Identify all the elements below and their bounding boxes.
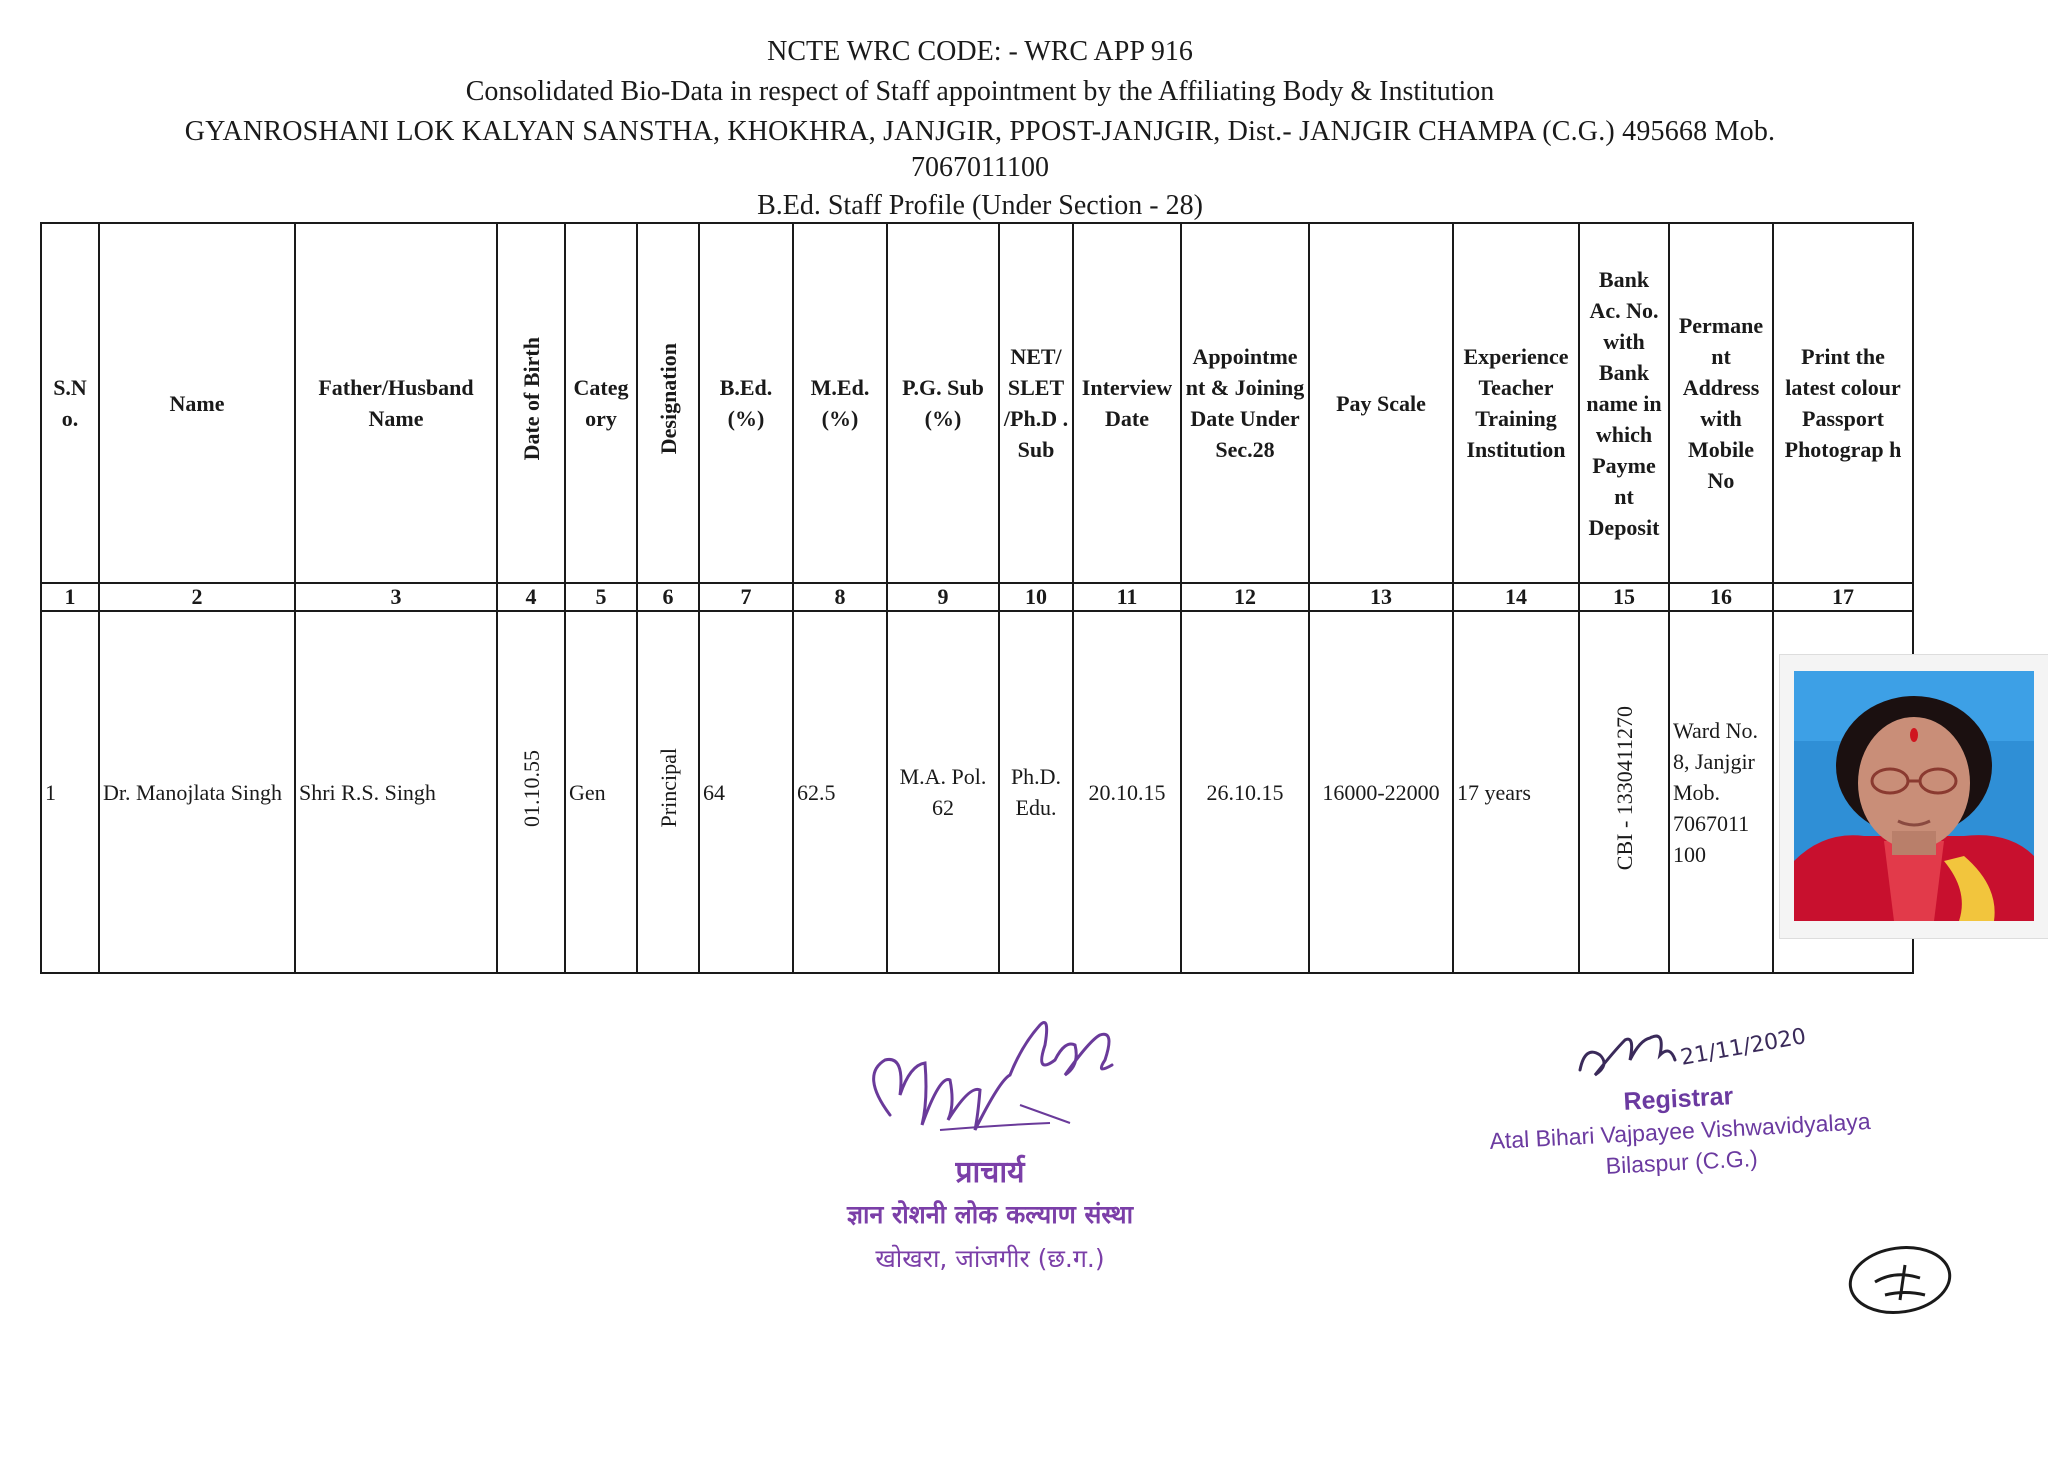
col-number: 8 bbox=[793, 583, 887, 611]
col-header-photo: Print the latest colour Passport Photograp h bbox=[1773, 223, 1913, 583]
col-header-net: NET/ SLET /Ph.D . Sub bbox=[999, 223, 1073, 583]
cell-category: Gen bbox=[565, 611, 637, 973]
cell-pay-scale: 16000-22000 bbox=[1309, 611, 1453, 973]
column-number-row bbox=[41, 583, 1913, 611]
col-number: 9 bbox=[887, 583, 999, 611]
col-number: 1 bbox=[41, 583, 99, 611]
cell-experience: 17 years bbox=[1453, 611, 1579, 973]
passport-photo-image bbox=[1794, 671, 2034, 921]
cell-dob-text: 01.10.55 bbox=[518, 749, 544, 827]
cell-bank bbox=[1579, 611, 1669, 973]
institution-mobile: 7067011100 bbox=[911, 152, 1049, 183]
col-header-med: M.Ed. (%) bbox=[793, 223, 887, 583]
registrar-org: Atal Bihari Vajpayee Vishwavidyalaya bbox=[1488, 1108, 1872, 1154]
col-header-bank: Bank Ac. No. with Bank name in which Payme nt Deposit bbox=[1579, 223, 1669, 583]
col-number: 11 bbox=[1073, 583, 1181, 611]
cell-dob bbox=[497, 611, 565, 973]
institution-address: GYANROSHANI LOK KALYAN SANSTHA, KHOKHRA, JANJGIR, PPOST-JANJGIR, Dist.- JANJGIR CHAMPA (C.G.) 495668 Mob. bbox=[184, 116, 1776, 147]
staff-profile-table bbox=[40, 222, 1914, 974]
col-header-category: Categ ory bbox=[565, 223, 637, 583]
col-number: 7 bbox=[699, 583, 793, 611]
principal-place: खोखरा, जांजगीर (छ.ग.) bbox=[875, 1244, 1105, 1273]
cell-net: Ph.D. Edu. bbox=[999, 611, 1073, 973]
staff-profile-table-wrapper bbox=[40, 222, 1912, 974]
col-number: 6 bbox=[637, 583, 699, 611]
registrar-date: 21/11/2020 bbox=[1678, 1024, 1808, 1071]
col-header-designation-text: Designation bbox=[655, 343, 681, 455]
col-number: 4 bbox=[497, 583, 565, 611]
col-number: 10 bbox=[999, 583, 1073, 611]
col-number: 15 bbox=[1579, 583, 1669, 611]
col-number: 3 bbox=[295, 583, 497, 611]
col-header-dob bbox=[497, 223, 565, 583]
col-header-address: Permane nt Address with Mobile No bbox=[1669, 223, 1773, 583]
cell-name: Dr. Manojlata Singh bbox=[99, 611, 295, 973]
registrar-signature bbox=[1570, 1010, 1808, 1090]
col-header-pg-sub: P.G. Sub (%) bbox=[887, 223, 999, 583]
registrar-title: Registrar bbox=[1622, 1082, 1734, 1116]
col-number: 16 bbox=[1669, 583, 1773, 611]
col-header-interview: Interview Date bbox=[1073, 223, 1181, 583]
col-header-name: Name bbox=[99, 223, 295, 583]
col-number: 17 bbox=[1773, 583, 1913, 611]
cell-address: Ward No. 8, Janjgir Mob. 7067011 100 bbox=[1669, 611, 1773, 973]
cell-bed: 64 bbox=[699, 611, 793, 973]
col-number: 2 bbox=[99, 583, 295, 611]
col-header-bed: B.Ed. (%) bbox=[699, 223, 793, 583]
col-header-sno: S.N o. bbox=[41, 223, 99, 583]
col-header-experience: Experience Teacher Training Institution bbox=[1453, 223, 1579, 583]
table-heading: B.Ed. Staff Profile (Under Section - 28) bbox=[757, 190, 1203, 221]
principal-title: प्राचार्य bbox=[955, 1155, 1025, 1190]
col-header-joining: Appointme nt & Joining Date Under Sec.28 bbox=[1181, 223, 1309, 583]
col-number: 13 bbox=[1309, 583, 1453, 611]
cell-father: Shri R.S. Singh bbox=[295, 611, 497, 973]
principal-org: ज्ञान रोशनी लोक कल्याण संस्था bbox=[846, 1200, 1134, 1229]
cell-med: 62.5 bbox=[793, 611, 887, 973]
col-number: 12 bbox=[1181, 583, 1309, 611]
col-header-designation bbox=[637, 223, 699, 583]
document-title: Consolidated Bio-Data in respect of Staff appointment by the Affiliating Body & Institution bbox=[465, 76, 1495, 107]
cell-pg-sub: M.A. Pol. 62 bbox=[887, 611, 999, 973]
cell-interview: 20.10.15 bbox=[1073, 611, 1181, 973]
ncte-code-heading: NCTE WRC CODE: - WRC APP 916 bbox=[767, 36, 1193, 67]
cell-joining: 26.10.15 bbox=[1181, 611, 1309, 973]
registrar-place: Bilaspur (C.G.) bbox=[1605, 1144, 1759, 1179]
col-header-dob-text: Date of Birth bbox=[518, 337, 544, 461]
col-header-pay-scale: Pay Scale bbox=[1309, 223, 1453, 583]
initial-mark bbox=[1845, 1240, 1955, 1320]
col-header-father: Father/Husband Name bbox=[295, 223, 497, 583]
cell-sno: 1 bbox=[41, 611, 99, 973]
passport-photo bbox=[1780, 655, 2048, 938]
table-row bbox=[41, 611, 1913, 973]
col-number: 5 bbox=[565, 583, 637, 611]
principal-stamp bbox=[780, 1150, 1200, 1275]
cell-bank-text: CBI - 1330411270 bbox=[1611, 705, 1637, 871]
registrar-stamp bbox=[1458, 1074, 1902, 1188]
cell-designation-text: Principal bbox=[655, 748, 681, 828]
cell-designation bbox=[637, 611, 699, 973]
col-number: 14 bbox=[1453, 583, 1579, 611]
header-row bbox=[41, 223, 1913, 583]
